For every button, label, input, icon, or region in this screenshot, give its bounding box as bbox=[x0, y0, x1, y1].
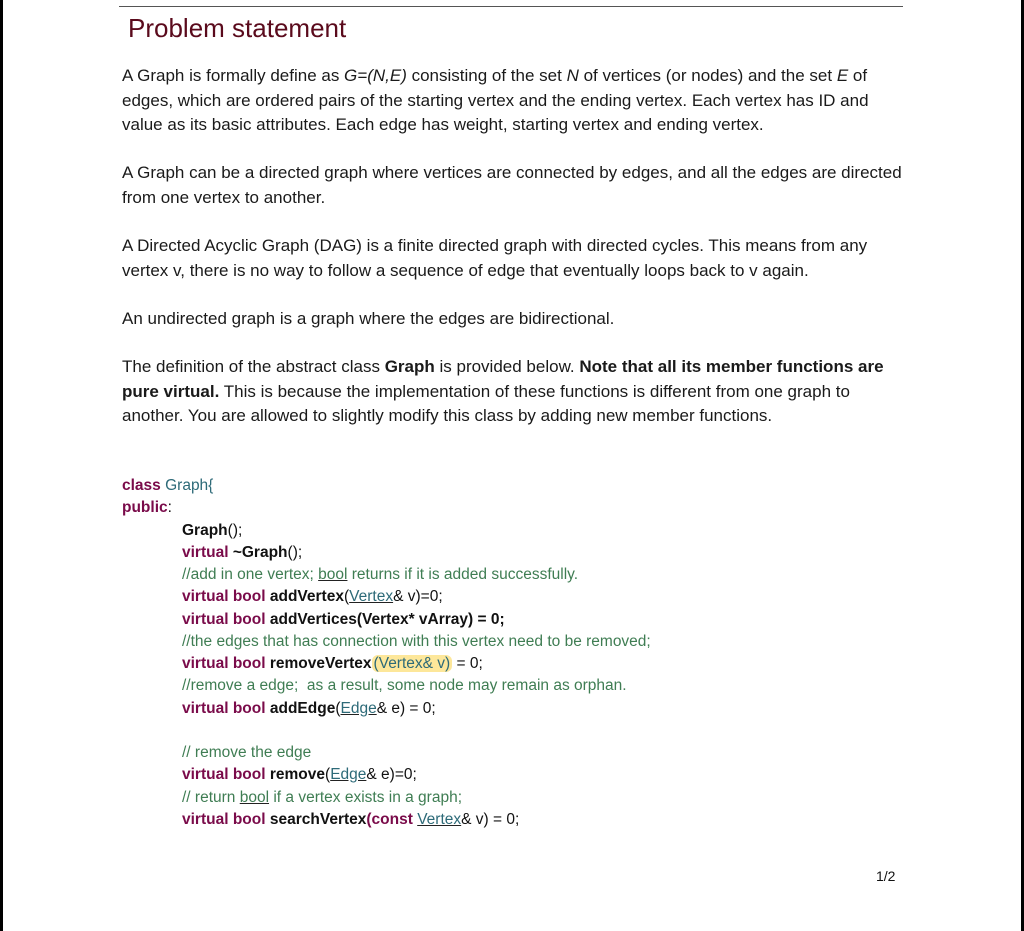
p1-text-a: A Graph is formally define as bbox=[122, 66, 345, 85]
graph-formula: G=(N,E) bbox=[344, 66, 407, 85]
p5-text-a: The definition of the abstract class bbox=[122, 357, 385, 376]
code-comment-remove-edge: //remove a edge; as a result, some node may remain as orphan. bbox=[182, 677, 627, 694]
p5-text-c: This is because the implementation of these functions is different from one graph to another. You are allowed to slightly modify this class by adding new member functions. bbox=[122, 381, 850, 425]
code-comment-remove: // remove the edge bbox=[182, 744, 312, 761]
p1-text-b: consisting of the set bbox=[406, 66, 567, 85]
paragraph-directed-graph: A Graph can be a directed graph where vertices are connected by edges, and all the edges are directed from one vertex to another. bbox=[122, 163, 902, 207]
code-line-add-vertices: virtual bool addVertices(Vertex* vArray) = 0; bbox=[182, 611, 505, 628]
top-divider bbox=[119, 6, 903, 7]
paragraph-undirected-graph: An undirected graph is a graph where the edges are bidirectional. bbox=[122, 309, 615, 328]
code-line-add-vertex: virtual bool addVertex(Vertex& v)=0; bbox=[182, 588, 443, 605]
pure-virtual-note: Note that all its member functions are pure virtual. bbox=[122, 357, 884, 401]
p5-text-b: is provided below. bbox=[434, 357, 580, 376]
paragraph-dag: A Directed Acyclic Graph (DAG) is a finite directed graph with directed cycles. This means from any vertex v, there is no way to follow a sequence of edge that eventually loops back to v again. bbox=[122, 236, 868, 280]
code-line-public: public: bbox=[122, 499, 172, 516]
set-e: E bbox=[836, 66, 849, 85]
p1-text-c: of vertices (or nodes) and the set bbox=[578, 66, 837, 85]
code-line-destructor: virtual ~Graph(); bbox=[182, 544, 303, 561]
code-comment-search: // return bool if a vertex exists in a graph; bbox=[182, 789, 463, 806]
code-line-search-vertex: virtual bool searchVertex(const Vertex& v) = 0; bbox=[182, 811, 520, 828]
code-line-add-edge: virtual bool addEdge(Edge& e) = 0; bbox=[182, 700, 436, 717]
set-n: N bbox=[566, 66, 579, 85]
paragraph-abstract-class bbox=[122, 355, 912, 429]
code-line-constructor: Graph(); bbox=[182, 522, 243, 539]
code-line-class: class Graph{ bbox=[122, 477, 214, 494]
code-line-remove-vertex: virtual bool removeVertex (Vertex& v) = 0; bbox=[182, 655, 483, 672]
graph-class-name: Graph bbox=[384, 357, 435, 376]
code-line-remove: virtual bool remove(Edge& e)=0; bbox=[182, 766, 417, 783]
document-page bbox=[3, 0, 1021, 931]
p1-text-d: of edges, which are ordered pairs of the starting vertex and the ending vertex. Each vertex has ID and value as its basic attributes. Each edge has weight, starting vertex and ending vertex. bbox=[122, 66, 869, 134]
page-title: Problem statement bbox=[128, 13, 347, 43]
code-comment-add-vertex: //add in one vertex; bool returns if it is added successfully. bbox=[182, 566, 579, 583]
code-comment-remove-vertex: //the edges that has connection with this vertex need to be removed; bbox=[182, 633, 651, 650]
highlighted-parameter: (Vertex& v) bbox=[373, 655, 451, 672]
paragraph-graph-definition bbox=[122, 64, 912, 138]
page-number: 1/2 bbox=[876, 868, 896, 884]
